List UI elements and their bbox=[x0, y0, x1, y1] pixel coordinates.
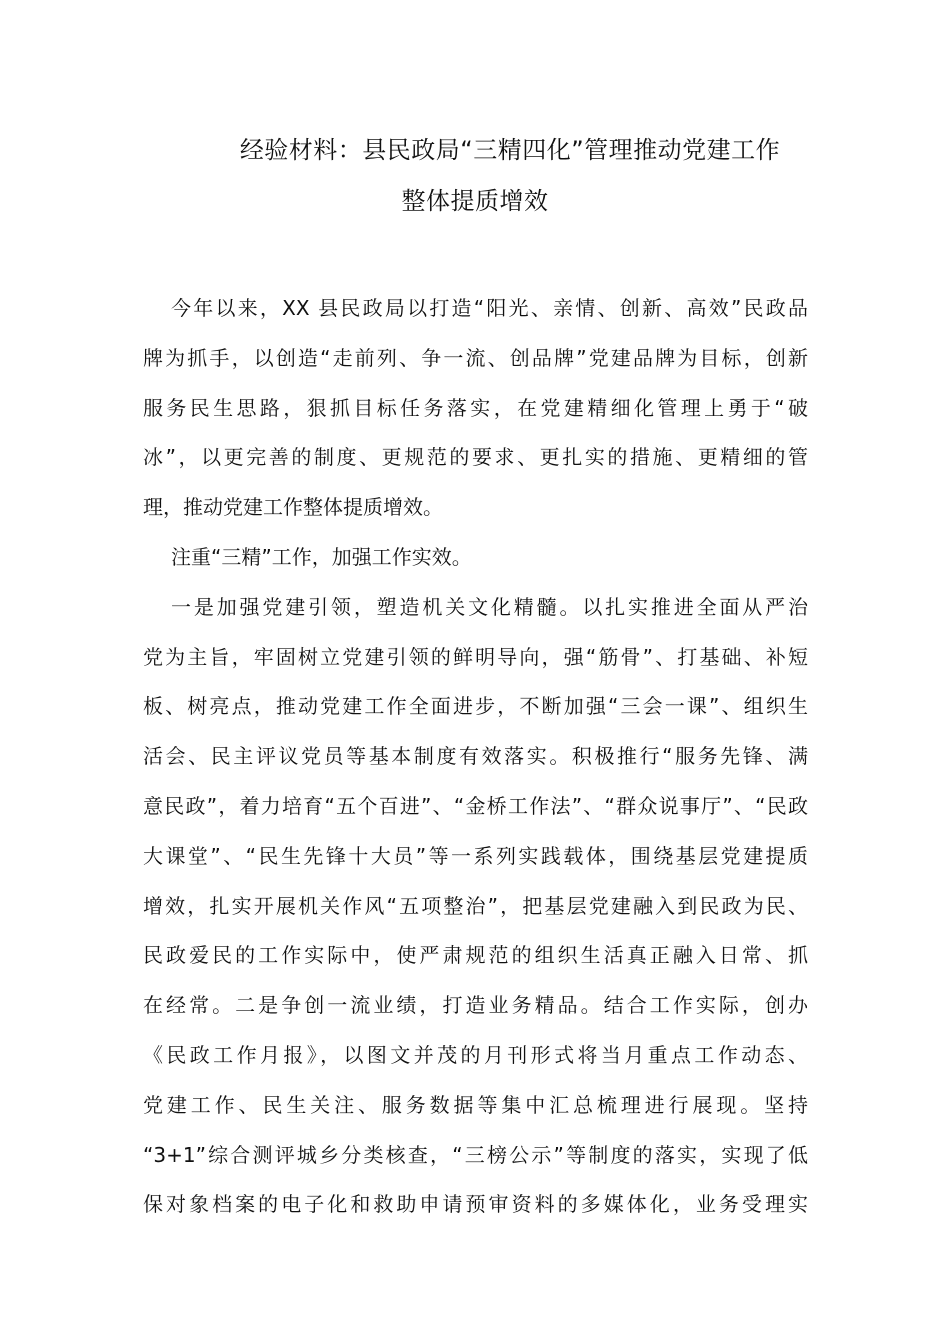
paragraph-line: 党建工作、民生关注、服务数据等集中汇总梳理进行展现。坚持 bbox=[143, 1092, 808, 1117]
paragraph-line: 服务民生思路，狠抓目标任务落实，在党建精细化管理上勇于“破 bbox=[143, 395, 808, 420]
document-title-line-1: 经验材料：县民政局“三精四化”管理推动党建工作 bbox=[239, 136, 781, 164]
paragraph-line: “3+1”综合测评城乡分类核查，“三榜公示”等制度的落实，实现了低 bbox=[143, 1142, 808, 1167]
paragraph-line: 牌为抓手，以创造“走前列、争一流、创品牌”党建品牌为目标，创新 bbox=[143, 345, 808, 370]
paragraph-line: 意民政”，着力培育“五个百进”、“金桥工作法”、“群众说事厅”、“民政 bbox=[143, 793, 808, 818]
paragraph-line: 民政爱民的工作实际中，使严肃规范的组织生活真正融入日常、抓 bbox=[143, 943, 808, 968]
paragraph-line: 活会、民主评议党员等基本制度有效落实。积极推行“服务先锋、满 bbox=[143, 744, 808, 769]
paragraph-line: 保对象档案的电子化和救助申请预审资料的多媒体化，业务受理实 bbox=[143, 1192, 808, 1217]
paragraph-line: 在经常。二是争创一流业绩，打造业务精品。结合工作实际，创办 bbox=[143, 993, 808, 1018]
document-body bbox=[143, 284, 808, 1230]
paragraph-line: 理，推动党建工作整体提质增效。 bbox=[143, 495, 443, 520]
paragraph-line: 党为主旨，牢固树立党建引领的鲜明导向，强“筋骨”、打基础、补短 bbox=[143, 644, 808, 669]
section-heading: 注重“三精”工作，加强工作实效。 bbox=[171, 544, 472, 569]
paragraph-line: 板、树亮点，推动党建工作全面进步，不断加强“三会一课”、组织生 bbox=[143, 694, 808, 719]
paragraph-line: 大课堂”、“民生先锋十大员”等一系列实践载体，围绕基层党建提质 bbox=[143, 843, 808, 868]
document-title-line-2: 整体提质增效 bbox=[401, 187, 549, 215]
paragraph-line: 冰”，以更完善的制度、更规范的要求、更扎实的措施、更精细的管 bbox=[143, 445, 808, 470]
paragraph-line: 今年以来，XX 县民政局以打造“阳光、亲情、创新、高效”民政品 bbox=[171, 296, 808, 320]
paragraph-line: 一是加强党建引领，塑造机关文化精髓。以扎实推进全面从严治 bbox=[171, 594, 808, 619]
paragraph-line: 《民政工作月报》，以图文并茂的月刊形式将当月重点工作动态、 bbox=[143, 1042, 808, 1067]
paragraph-line: 增效，扎实开展机关作风“五项整治”，把基层党建融入到民政为民、 bbox=[143, 893, 808, 918]
